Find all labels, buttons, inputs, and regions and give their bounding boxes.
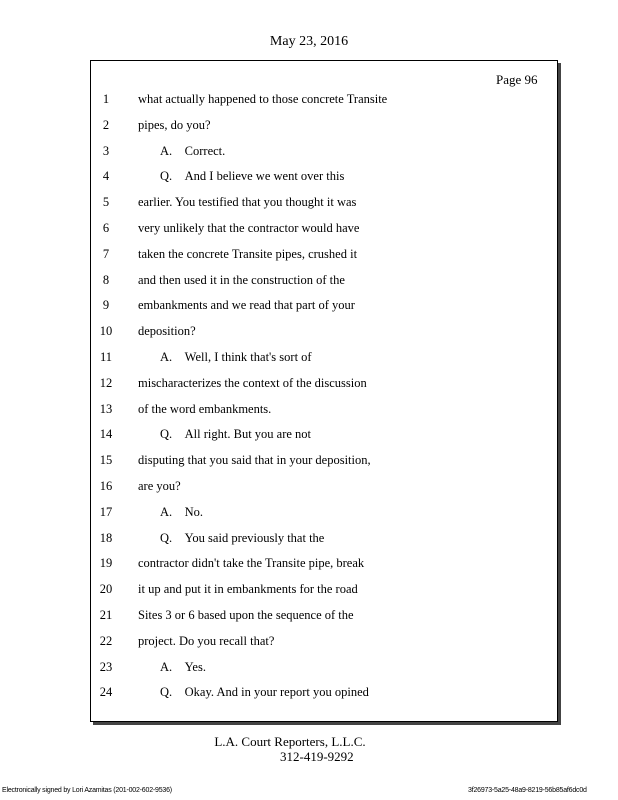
line-number: 22 <box>99 633 113 648</box>
line-text: project. Do you recall that? <box>138 633 275 648</box>
line-text: of the word embankments. <box>138 401 272 416</box>
line-text: A. Well, I think that's sort of <box>160 350 312 364</box>
line-number: 7 <box>102 246 110 261</box>
line-text: A. No. <box>160 504 204 519</box>
line-text: what actually happened to those concrete Transite <box>138 92 388 106</box>
line-number: 5 <box>102 195 110 210</box>
page-number: Page 96 <box>496 72 538 87</box>
line-text: pipes, do you? <box>138 117 211 132</box>
line-number: 12 <box>99 375 113 390</box>
electronic-signature-note: Electronically signed by Lori Azamitas (201-002-602-9536) <box>2 787 172 794</box>
line-number: 1 <box>102 92 110 106</box>
line-text: it up and put it in embankments for the road <box>138 582 358 597</box>
line-number: 16 <box>99 479 113 493</box>
line-number: 4 <box>102 169 110 184</box>
line-number: 10 <box>99 324 113 339</box>
line-number: 13 <box>99 401 113 416</box>
line-text: Sites 3 or 6 based upon the sequence of the <box>138 608 354 622</box>
line-text: deposition? <box>138 324 196 339</box>
line-number: 18 <box>99 530 113 545</box>
line-text: Q. All right. But you are not <box>160 427 312 442</box>
line-number: 19 <box>99 556 113 571</box>
line-text: disputing that you said that in your deposition, <box>138 453 371 468</box>
court-reporter-phone: 312-419-9292 <box>280 749 354 764</box>
line-number: 20 <box>99 582 113 597</box>
line-number: 8 <box>102 272 110 287</box>
line-text: Q. Okay. And in your report you opined <box>160 685 369 700</box>
line-number: 6 <box>102 221 110 235</box>
line-number: 17 <box>99 504 113 519</box>
line-number: 11 <box>99 350 113 364</box>
line-text: earlier. You testified that you thought it was <box>138 195 357 210</box>
line-number: 15 <box>99 453 113 468</box>
line-number: 3 <box>102 143 110 158</box>
line-text: and then used it in the construction of the <box>138 272 345 287</box>
line-number: 24 <box>99 685 113 700</box>
court-reporter-name: L.A. Court Reporters, L.L.C. <box>214 734 366 749</box>
line-text: taken the concrete Transite pipes, crushed it <box>138 246 358 261</box>
line-number: 2 <box>102 117 110 132</box>
line-text: embankments and we read that part of your <box>138 298 355 313</box>
header-date: May 23, 2016 <box>269 34 349 49</box>
line-text: mischaracterizes the context of the discussion <box>138 375 367 390</box>
line-text: very unlikely that the contractor would have <box>138 221 360 235</box>
line-text: A. Correct. <box>160 143 226 158</box>
line-number: 9 <box>102 298 110 313</box>
line-text: contractor didn't take the Transite pipe, break <box>138 556 365 571</box>
line-number: 23 <box>99 659 113 674</box>
line-text: Q. You said previously that the <box>160 530 325 545</box>
line-number: 21 <box>99 608 113 622</box>
line-text: A. Yes. <box>160 659 206 674</box>
line-text: are you? <box>138 479 181 493</box>
document-id: 3f26973-5a25-48a9-8219-56b85af6dc0d <box>468 787 587 794</box>
line-text: Q. And I believe we went over this <box>160 169 345 184</box>
line-number: 14 <box>99 427 113 442</box>
